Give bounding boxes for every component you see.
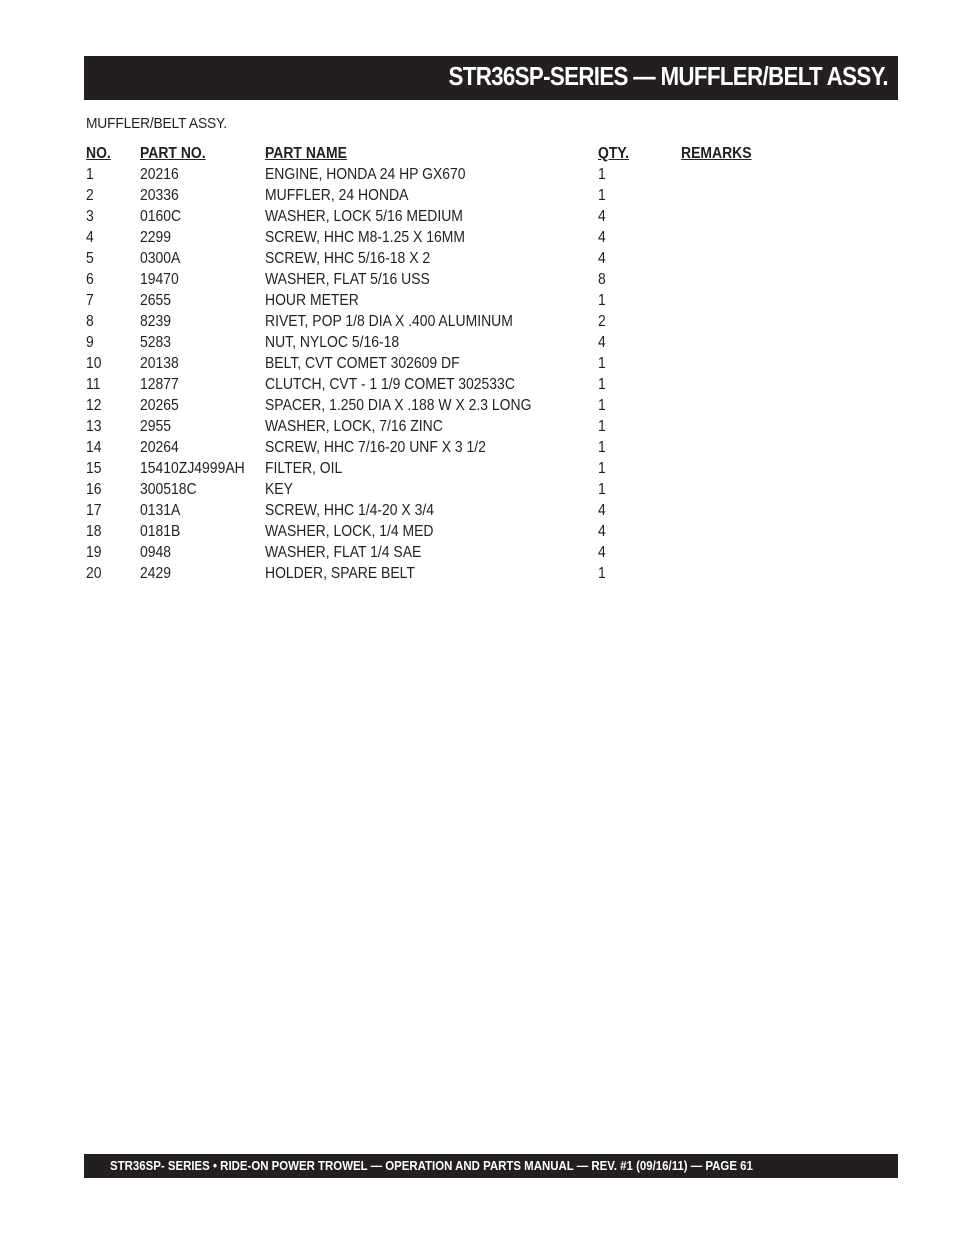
cell-no: 12 <box>86 397 102 414</box>
cell-part-no: 15410ZJ4999AH <box>140 460 245 477</box>
cell-part-name: SCREW, HHC M8-1.25 X 16MM <box>265 229 465 246</box>
cell-no: 20 <box>86 565 102 582</box>
cell-no: 9 <box>86 334 94 351</box>
cell-part-name: WASHER, LOCK, 7/16 ZINC <box>265 418 443 435</box>
column-header-qty: QTY. <box>598 145 630 162</box>
cell-part-name: WASHER, LOCK, 1/4 MED <box>265 523 434 540</box>
cell-no: 10 <box>86 355 102 372</box>
cell-qty: 1 <box>598 460 606 477</box>
cell-part-name: KEY <box>265 481 293 498</box>
cell-qty: 4 <box>598 523 606 540</box>
cell-qty: 1 <box>598 292 606 309</box>
cell-no: 17 <box>86 502 102 519</box>
cell-part-no: 19470 <box>140 271 179 288</box>
cell-qty: 1 <box>598 481 606 498</box>
cell-part-name: WASHER, FLAT 1/4 SAE <box>265 544 422 561</box>
cell-part-name: ENGINE, HONDA 24 HP GX670 <box>265 166 466 183</box>
section-title: MUFFLER/BELT ASSY. <box>86 115 227 132</box>
cell-no: 7 <box>86 292 94 309</box>
cell-part-name: BELT, CVT COMET 302609 DF <box>265 355 460 372</box>
cell-part-name: MUFFLER, 24 HONDA <box>265 187 409 204</box>
cell-part-no: 5283 <box>140 334 172 351</box>
cell-no: 1 <box>86 166 94 183</box>
cell-no: 4 <box>86 229 94 246</box>
cell-part-no: 20216 <box>140 166 179 183</box>
cell-qty: 4 <box>598 229 606 246</box>
cell-qty: 2 <box>598 313 606 330</box>
cell-qty: 1 <box>598 355 606 372</box>
cell-part-no: 0131A <box>140 502 181 519</box>
cell-part-name: FILTER, OIL <box>265 460 343 477</box>
cell-part-no: 0160C <box>140 208 182 225</box>
cell-part-name: WASHER, LOCK 5/16 MEDIUM <box>265 208 463 225</box>
cell-qty: 1 <box>598 187 606 204</box>
cell-part-no: 12877 <box>140 376 179 393</box>
cell-part-name: RIVET, POP 1/8 DIA X .400 ALUMINUM <box>265 313 513 330</box>
cell-part-name: HOLDER, SPARE BELT <box>265 565 415 582</box>
cell-qty: 4 <box>598 502 606 519</box>
cell-qty: 1 <box>598 376 606 393</box>
page-title: STR36SP-SERIES — MUFFLER/BELT ASSY. <box>448 61 888 91</box>
cell-part-no: 2655 <box>140 292 172 309</box>
cell-qty: 4 <box>598 208 606 225</box>
cell-part-no: 2299 <box>140 229 172 246</box>
cell-part-no: 300518C <box>140 481 197 498</box>
column-header-no: NO. <box>86 145 111 162</box>
cell-part-no: 20336 <box>140 187 179 204</box>
cell-part-name: SCREW, HHC 5/16-18 X 2 <box>265 250 431 267</box>
cell-part-name: WASHER, FLAT 5/16 USS <box>265 271 430 288</box>
cell-no: 2 <box>86 187 94 204</box>
cell-qty: 4 <box>598 250 606 267</box>
cell-no: 13 <box>86 418 102 435</box>
cell-no: 16 <box>86 481 102 498</box>
cell-no: 14 <box>86 439 102 456</box>
cell-qty: 4 <box>598 544 606 561</box>
cell-no: 18 <box>86 523 102 540</box>
column-header-remarks: REMARKS <box>681 145 752 162</box>
column-header-part-no: PART NO. <box>140 145 206 162</box>
cell-part-name: SPACER, 1.250 DIA X .188 W X 2.3 LONG <box>265 397 532 414</box>
cell-part-no: 20265 <box>140 397 179 414</box>
cell-no: 15 <box>86 460 102 477</box>
cell-qty: 1 <box>598 397 606 414</box>
cell-no: 6 <box>86 271 94 288</box>
column-header-part-name: PART NAME <box>265 145 347 162</box>
cell-part-name: HOUR METER <box>265 292 359 309</box>
cell-part-no: 20264 <box>140 439 179 456</box>
cell-qty: 4 <box>598 334 606 351</box>
cell-part-no: 0181B <box>140 523 181 540</box>
cell-part-name: SCREW, HHC 1/4-20 X 3/4 <box>265 502 435 519</box>
cell-part-no: 2955 <box>140 418 172 435</box>
cell-part-no: 0948 <box>140 544 172 561</box>
cell-qty: 1 <box>598 166 606 183</box>
cell-part-name: CLUTCH, CVT - 1 1/9 COMET 302533C <box>265 376 515 393</box>
footer-text: STR36SP- SERIES • RIDE-ON POWER TROWEL — OPERATION AND PARTS MANUAL — REV. #1 (09/16/11) — PAGE 61 <box>110 1158 753 1173</box>
cell-qty: 8 <box>598 271 606 288</box>
cell-no: 11 <box>86 376 101 393</box>
page-footer-bar <box>84 1154 898 1178</box>
cell-no: 19 <box>86 544 102 561</box>
cell-part-no: 0300A <box>140 250 181 267</box>
cell-qty: 1 <box>598 439 606 456</box>
cell-qty: 1 <box>598 565 606 582</box>
cell-part-name: NUT, NYLOC 5/16-18 <box>265 334 400 351</box>
cell-no: 5 <box>86 250 94 267</box>
cell-part-no: 2429 <box>140 565 172 582</box>
cell-part-name: SCREW, HHC 7/16-20 UNF X 3 1/2 <box>265 439 486 456</box>
cell-part-no: 20138 <box>140 355 179 372</box>
cell-part-no: 8239 <box>140 313 172 330</box>
cell-no: 3 <box>86 208 94 225</box>
page-header-bar <box>84 56 898 100</box>
cell-no: 8 <box>86 313 94 330</box>
cell-qty: 1 <box>598 418 606 435</box>
